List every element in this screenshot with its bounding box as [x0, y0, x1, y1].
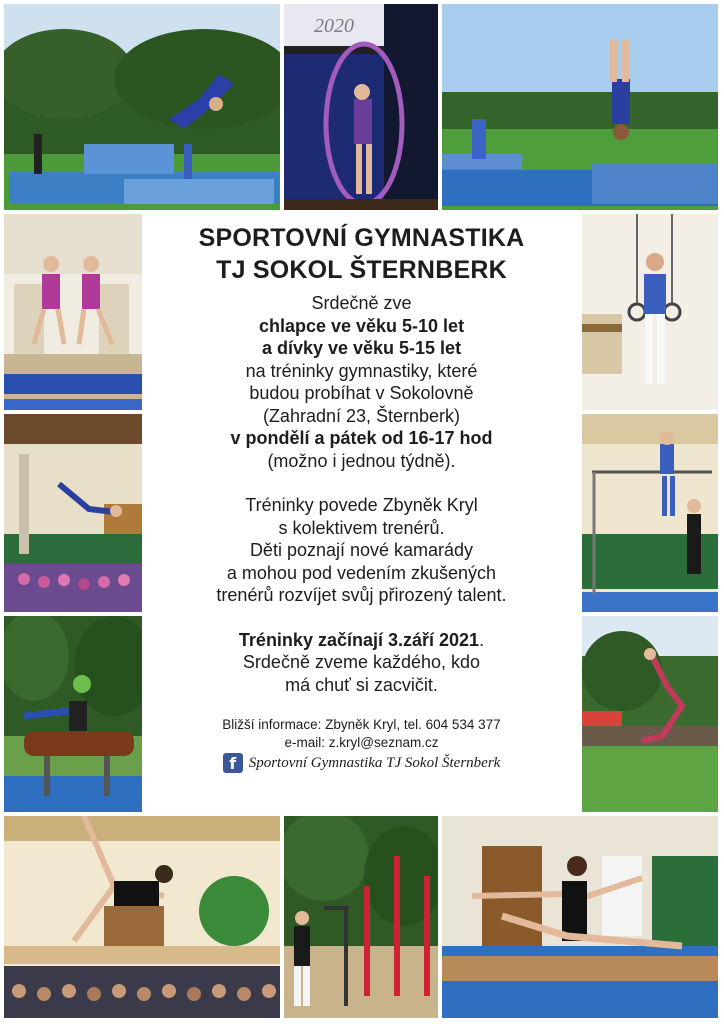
coaches-line-5: trenérů rozvíjet svůj přirozený talent. — [216, 585, 507, 605]
invite-note: (možno i jednou týdně). — [267, 450, 456, 471]
start-period: . — [479, 629, 485, 650]
title-line-2: TJ SOKOL ŠTERNBERK — [216, 256, 507, 284]
start-line-2: Srdečně zveme každého, kdo — [242, 652, 481, 672]
contact-email[interactable]: e-mail: z.kryl@seznam.cz — [284, 735, 439, 750]
photo-beam-hall — [4, 414, 142, 612]
invite-line-2: budou probíhat v Sokolovně — [249, 383, 474, 403]
photo-outdoor-bars — [582, 616, 718, 812]
facebook-page-name: Sportovní Gymnastika TJ Sokol Šternberk — [248, 755, 501, 771]
start-line-1 — [145, 629, 578, 652]
facebook-link[interactable] — [145, 753, 578, 773]
coaches-line-1: Tréninky povede Zbyněk Kryl — [245, 495, 478, 515]
invite-address: (Zahradní 23, Šternberk) — [262, 405, 461, 426]
invite-intro: Srdečně zve — [311, 293, 412, 313]
coaches-line-3: Děti poznají nové kamarády — [249, 540, 474, 560]
photo-beam-split — [4, 816, 280, 1018]
photo-outdoor-handstand — [442, 4, 718, 210]
photo-outdoor-workout — [284, 816, 438, 1018]
title-line-1: SPORTOVNÍ GYMNASTIKA — [198, 224, 525, 252]
start-date: Tréninky začínají 3.září 2021 — [238, 629, 480, 650]
banner-year-text: 2020 — [314, 15, 354, 37]
photo-floor-split — [442, 816, 718, 1018]
coaches-line-2: s kolektivem trenérů. — [278, 517, 445, 538]
photo-outdoor-handspring — [4, 4, 280, 210]
photo-aerial-hoop — [284, 4, 438, 210]
coaches-line-4: a mohou pod vedením zkušených — [226, 562, 497, 583]
photo-girls-pose — [4, 214, 142, 410]
invite-girls: a dívky ve věku 5-15 let — [261, 338, 462, 358]
flyer-text-panel — [145, 212, 578, 812]
invite-line-1: na tréninky gymnastiky, které — [245, 360, 478, 381]
photo-pommel-horse — [4, 616, 142, 812]
start-line-3: má chuť si zacvičit. — [285, 674, 438, 695]
photo-high-bar — [582, 414, 718, 612]
invite-boys: chlapce ve věku 5-10 let — [258, 315, 465, 336]
invite-schedule: v pondělí a pátek od 16-17 hod — [230, 428, 493, 448]
contact-info: Bližší informace: Zbyněk Kryl, tel. 604 534 377 — [222, 717, 501, 732]
facebook-icon: f — [223, 753, 243, 773]
photo-rings — [582, 214, 718, 410]
